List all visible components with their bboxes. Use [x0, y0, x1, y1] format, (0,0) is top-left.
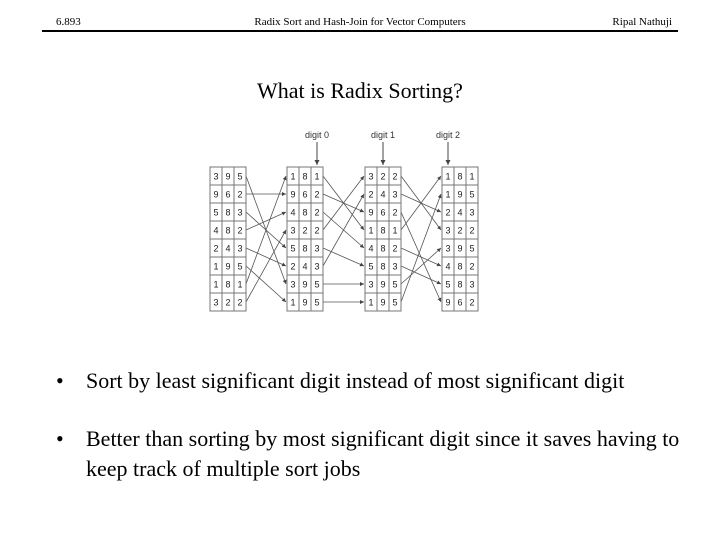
sort-connector	[246, 266, 286, 302]
digit-value: 2	[225, 297, 231, 308]
digit-value: 4	[445, 261, 451, 272]
digit-value: 9	[302, 297, 308, 308]
digit-label: digit 1	[370, 130, 396, 140]
header-author: Ripal Nathuji	[612, 16, 672, 28]
sort-connector	[246, 248, 286, 266]
digit-value: 4	[213, 225, 219, 236]
slide-title: What is Radix Sorting?	[257, 78, 463, 103]
digit-value: 3	[290, 225, 296, 236]
digit-value: 6	[457, 297, 463, 308]
sort-connector	[246, 230, 286, 302]
digit-value: 9	[380, 279, 386, 290]
digit-value: 2	[469, 261, 475, 272]
digit-value: 8	[225, 279, 231, 290]
digit-value: 1	[392, 225, 398, 236]
digit-value: 8	[457, 279, 463, 290]
digit-value: 5	[368, 261, 374, 272]
digit-value: 1	[290, 297, 296, 308]
digit-value: 4	[290, 207, 296, 218]
digit-labels	[305, 130, 460, 165]
digit-value: 3	[445, 225, 451, 236]
bullet-text: Sort by least significant digit instead of most significant digit	[86, 368, 625, 393]
digit-value: 8	[380, 261, 386, 272]
digit-value: 5	[290, 243, 296, 254]
digit-value: 6	[380, 207, 386, 218]
digit-value: 5	[392, 279, 398, 290]
digit-value: 5	[469, 243, 475, 254]
digit-value: 5	[237, 171, 243, 182]
digit-label: digit 0	[304, 130, 330, 140]
digit-value: 1	[368, 297, 374, 308]
digit-value: 3	[368, 279, 374, 290]
digit-value: 9	[457, 243, 463, 254]
digit-value: 1	[368, 225, 374, 236]
digit-value: 2	[314, 189, 320, 200]
digit-column	[442, 167, 478, 311]
digit-value: 8	[457, 171, 463, 182]
digit-value: 3	[368, 171, 374, 182]
sort-connector	[401, 194, 441, 302]
digit-value: 4	[368, 243, 374, 254]
digit-value: 2	[445, 207, 451, 218]
digit-value: 3	[213, 297, 219, 308]
digit-column	[287, 167, 323, 311]
digit-value: 3	[469, 207, 475, 218]
digit-value: 2	[368, 189, 374, 200]
digit-value: 9	[290, 189, 296, 200]
digit-value: 3	[290, 279, 296, 290]
digit-column	[210, 167, 246, 311]
bullet-marker: •	[56, 368, 64, 393]
digit-value: 5	[237, 261, 243, 272]
sort-connector	[401, 248, 441, 284]
digit-value: 5	[314, 297, 320, 308]
digit-value: 8	[302, 171, 308, 182]
digit-value: 1	[213, 261, 219, 272]
digit-value: 5	[469, 189, 475, 200]
digit-value: 2	[457, 225, 463, 236]
digit-value: 3	[237, 243, 243, 254]
sort-connector	[323, 248, 364, 266]
digit-value: 9	[368, 207, 374, 218]
digit-value: 3	[445, 243, 451, 254]
digit-value: 5	[445, 279, 451, 290]
digit-value: 2	[392, 243, 398, 254]
digit-value: 1	[290, 171, 296, 182]
digit-value: 2	[237, 297, 243, 308]
digit-column	[365, 167, 401, 311]
digit-value: 4	[380, 189, 386, 200]
digit-value: 1	[314, 171, 320, 182]
digit-value: 8	[380, 243, 386, 254]
digit-value: 9	[302, 279, 308, 290]
digit-value: 8	[380, 225, 386, 236]
digit-value: 3	[314, 243, 320, 254]
radix-sort-diagram	[200, 120, 500, 320]
digit-value: 2	[469, 297, 475, 308]
digit-value: 2	[237, 189, 243, 200]
digit-value: 4	[225, 243, 231, 254]
digit-label: digit 2	[435, 130, 461, 140]
sort-connector	[401, 266, 441, 284]
digit-value: 2	[213, 243, 219, 254]
digit-value: 9	[457, 189, 463, 200]
sort-connector	[323, 194, 364, 266]
digit-value: 1	[445, 171, 451, 182]
digit-value: 6	[302, 189, 308, 200]
digit-value: 8	[225, 207, 231, 218]
digit-value: 9	[380, 297, 386, 308]
digit-value: 6	[225, 189, 231, 200]
digit-value: 1	[213, 279, 219, 290]
digit-value: 9	[225, 171, 231, 182]
digit-columns	[210, 167, 478, 311]
digit-value: 5	[392, 297, 398, 308]
bullet-text: Better than sorting by most significant digit since it saves having to keep track of multiple sort jobs	[86, 426, 680, 481]
header-rule	[42, 30, 678, 32]
digit-value: 3	[469, 279, 475, 290]
digit-value: 2	[290, 261, 296, 272]
digit-value: 9	[445, 297, 451, 308]
sort-connector	[401, 248, 441, 266]
digit-value: 3	[392, 189, 398, 200]
header-title: Radix Sort and Hash-Join for Vector Computers	[254, 16, 466, 28]
digit-value: 5	[314, 279, 320, 290]
digit-value: 2	[314, 207, 320, 218]
sort-connector	[246, 212, 286, 230]
digit-value: 8	[302, 207, 308, 218]
digit-value: 8	[457, 261, 463, 272]
digit-value: 3	[213, 171, 219, 182]
digit-value: 1	[237, 279, 243, 290]
digit-value: 3	[237, 207, 243, 218]
digit-value: 9	[213, 189, 219, 200]
header-course-number: 6.893	[56, 16, 81, 28]
digit-value: 1	[445, 189, 451, 200]
digit-value: 2	[380, 171, 386, 182]
digit-value: 2	[237, 225, 243, 236]
digit-value: 8	[302, 243, 308, 254]
digit-value: 2	[392, 207, 398, 218]
digit-value: 4	[302, 261, 308, 272]
digit-value: 1	[469, 171, 475, 182]
digit-value: 2	[469, 225, 475, 236]
connector-lines	[246, 176, 441, 302]
digit-value: 2	[314, 225, 320, 236]
bullet-marker: •	[56, 426, 64, 451]
digit-value: 4	[457, 207, 463, 218]
digit-value: 5	[213, 207, 219, 218]
digit-value: 2	[302, 225, 308, 236]
digit-value: 3	[314, 261, 320, 272]
digit-value: 3	[392, 261, 398, 272]
digit-value: 8	[225, 225, 231, 236]
digit-value: 9	[225, 261, 231, 272]
digit-value: 2	[392, 171, 398, 182]
